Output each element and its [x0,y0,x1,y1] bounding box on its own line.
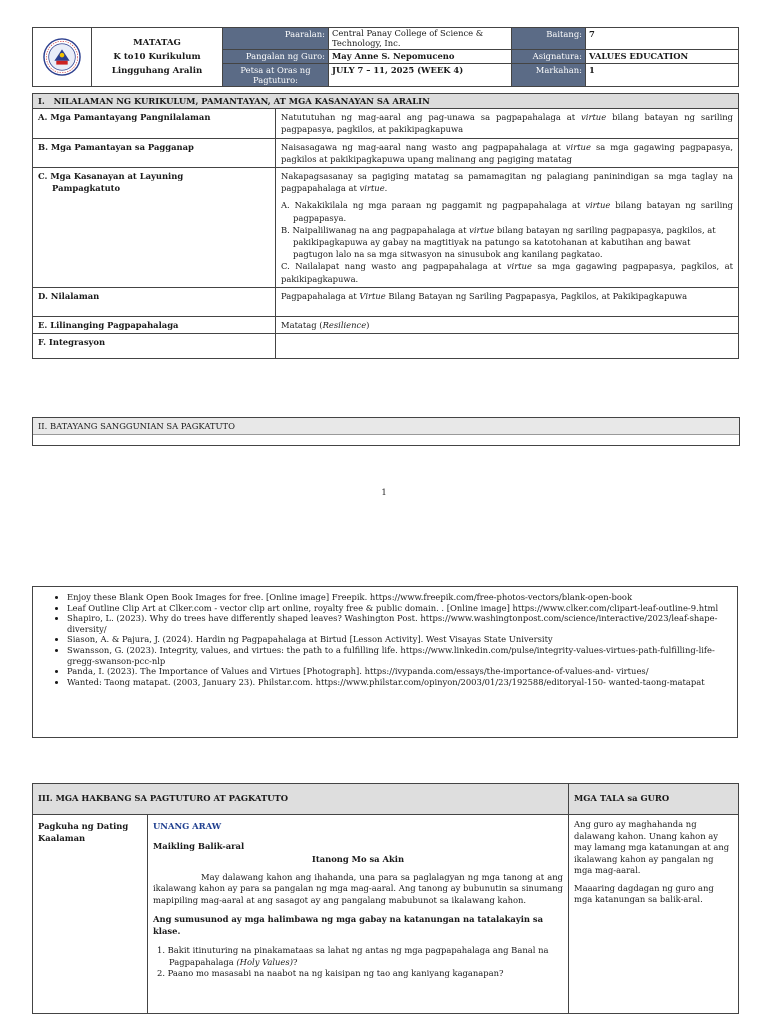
question-1: 1. Bakit itinuturing na pinakamataas sa lahat ng antas ng mga pagpapahalaga ang Banal na Pagpapahalaga (Holy Values)? [157,945,549,967]
content-label: D. Nilalaman [33,287,276,316]
teacher-notes-heading: MGA TALA sa GURO [569,784,739,815]
values-text: Matatag (Resilience) [276,316,739,333]
objective-a: A. Nakakikilala ng mga paraan ng paggamit ng pagpapahalaga at virtue bilang batayan ng sariling pagpapasya. [281,200,734,223]
reference-item: • Siason, A. & Pajura, J. (2024). Hardin ng Pagpapahalaga at Birtud [Lesson Activity]. West Visayas State University [67,634,731,645]
objective-b: B. Naipaliliwanag na ang pagpapahalaga at virtue bilang batayan ng sariling pagpapasya, pagkilos, at pakikipagkapuwa ay gabay na magtitiyak na patungo sa katotohanan at kabutihan ang bawat pagtugon lalo na sa mga sitwasyon na sinusubok ang kanilang pagkatao. [281,224,716,260]
reference-item: • Wanted: Taong matapat. (2003, January 23). Philstar.com. https://www.philstar.com/opinyon/2003/01/23/192588/editoryal-150- wanted-taong-matapat [67,677,731,688]
title-line-1: MATATAG [133,38,181,48]
question-2: 2. Paano mo masasabi na naabot na ng kaisipan ng tao ang kaniyang kaganapan? [157,968,504,978]
title-line-3: Lingguhang Aralin [111,66,203,76]
reference-list-box [32,586,738,738]
activity-paragraph: May dalawang kahon ang ihahanda, una para sa paglalagyan ng mga tanong at ang ikalawang kahon ay para sa pangalan ng mga mag-aaral. Ang tanong ay bubunutin sa sinumang mapipiling mag-aaral at ang sasagot ay ang pangalang mabubunot sa ikalawang kahon. [153,871,563,905]
title-line-2: K to10 Kurikulum [113,52,201,62]
content-standards-label: A. Mga Pamantayang Pangnilalaman [33,109,276,138]
competencies-text: Nakapagsasanay sa pagiging matatag sa pamamagitan ng palagiang paninindigan sa mga taglay na pagpapahalaga at virtue. A. Nakakikilala ng mga paraan ng paggamit ng pagpapahalaga at virtue bilang batayan ng sariling pagpapasya. B. Naipaliliwanag na ang pagpapahalaga at virtue bilang batayan ng sariling pagpapasya, pagkilos, at pakikipagkapuwa ay gabay na magtitiyak na patungo sa katotohanan at kabutihan ang bawat pagtugon lalo na sa mga sitwasyon na sinusubok ang kanilang pagkatao. C. Nailalapat nang wasto ang pagpapahalaga at virtue sa mga gagawing pagpapasya, pagkilos, at pakikipagkapuwa. [276,168,739,288]
section-3-heading: III. MGA HAKBANG SA PAGTUTURO AT PAGKATUTO [33,784,569,815]
teacher-notes [569,815,739,1014]
subject-value: VALUES EDUCATION [586,50,739,64]
teacher-label: Pangalan ng Guro: [223,50,329,64]
reference-list [55,592,731,687]
prior-knowledge-label: Pagkuha ng Dating Kaalaman [33,815,148,1014]
grade-label: Baitang: [512,28,586,50]
references-section [32,417,740,446]
deped-seal-icon [43,38,81,76]
quarter-value: 1 [586,64,739,87]
integration-label: F. Integrasyon [33,334,276,359]
grade-value: 7 [586,28,739,50]
school-value: Central Panay College of Science & Technology, Inc. [329,28,512,50]
day-label: UNANG ARAW [153,821,222,831]
note-2: Maaaring dagdagan ng guro ang mga katanungan sa balik-aral. [574,882,714,904]
school-label: Paaralan: [223,28,329,50]
date-value: JULY 7 – 11, 2025 (WEEK 4) [329,64,512,87]
competencies-label: C. Mga Kasanayan at Layuning Pampagkatuto [33,168,276,288]
title-block [92,28,223,87]
date-label: Petsa at Oras ng Pagtuturo: [223,64,329,87]
objective-c: C. Nailalapat nang wasto ang pagpapahalaga at virtue sa mga gagawing pagpapasya, pagkilos, at pakikipagkapuwa. [281,261,733,284]
note-1: Ang guro ay maghahanda ng dalawang kahon. Unang kahon ay may lamang mga katanungan at ang ikalawang kahon ay pangalan ng mga mag-aaral. [574,819,730,875]
header-table [32,27,739,87]
performance-standards-text: Naisasagawa ng mag-aaral nang wasto ang pagpapahalaga at virtue sa mga gagawing pagpapasya, pagkilos at pakikipagkapuwa upang malinang ang pagiging matatag [276,138,739,167]
values-label: E. Lilinanging Pagpapahalaga [33,316,276,333]
quarter-label: Markahan: [512,64,586,87]
performance-standards-label: B. Mga Pamantayan sa Pagganap [33,138,276,167]
reference-item: • Leaf Outline Clip Art at Clker.com - vector clip art online, royalty free & public domain. . [Online image] https://www.clker.com/clipart-leaf-outline-9.html [67,603,731,614]
section-2-heading: II. BATAYANG SANGGUNIAN SA PAGKATUTO [33,418,739,435]
deped-logo-cell [33,28,92,87]
curriculum-table [32,93,739,359]
integration-text [276,334,739,359]
teaching-steps-table [32,783,739,1014]
subject-label: Asignatura: [512,50,586,64]
reference-item: • Swansson, G. (2023). Integrity, values, and virtues: the path to a fulfilling life. https://www.linkedin.com/pulse/integrity-values-virtues-path-fulfilling-life-gregg-swanson-pcc-nlp [67,645,731,666]
section-1-heading: I. NILALAMAN NG KURIKULUM, PAMANTAYAN, AT MGA KASANAYAN SA ARALIN [33,94,739,109]
prior-knowledge-content [148,815,569,1014]
page-number: 1 [381,487,387,497]
reference-item: • Panda, I. (2023). The Importance of Values and Virtues [Photograph]. https://ivypanda.com/essays/the-importance-of-values-and- virtues/ [67,666,731,677]
review-heading: Maikling Balik-aral [153,840,245,851]
guide-questions-heading: Ang sumusunod ay mga halimbawa ng mga gabay na katanungan na tatalakayin sa klase. [153,914,544,936]
content-standards-text: Natututuhan ng mag-aaral ang pag-unawa sa pagpapahalaga at virtue bilang batayan ng sariling pagpapasya, pagkilos, at pakikipagkapuwa [276,109,739,138]
reference-item: • Shapiro, L. (2023). Why do trees have differently shaped leaves? Washington Post. https://www.washingtonpost.com/science/interactive/2023/leaf-shape-diversity/ [67,613,731,634]
teacher-value: May Anne S. Nepomuceno [329,50,512,64]
content-text: Pagpapahalaga at Virtue Bilang Batayan ng Sariling Pagpapasya, Pagkilos, at Pakikipagkapuwa [276,287,739,316]
reference-item: • Enjoy these Blank Open Book Images for free. [Online image] Freepik. https://www.freepik.com/free-photos-vectors/blank-open-book [67,592,731,603]
activity-title: Itanong Mo sa Akin [311,854,405,864]
